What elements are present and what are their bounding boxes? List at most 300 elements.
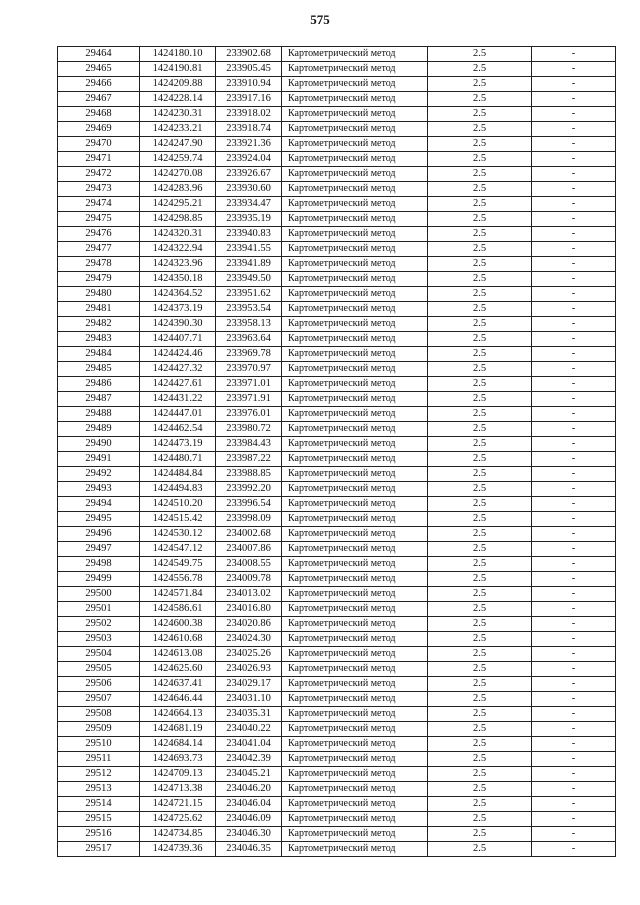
y-coordinate-cell: 234046.04 (216, 797, 282, 812)
method-cell: Картометрический метод (282, 752, 428, 767)
x-coordinate-cell: 1424180.10 (140, 47, 216, 62)
note-cell: - (532, 707, 616, 722)
point-number-cell: 29469 (58, 122, 140, 137)
y-coordinate-cell: 233971.01 (216, 377, 282, 392)
point-number-cell: 29505 (58, 662, 140, 677)
y-coordinate-cell: 234042.39 (216, 752, 282, 767)
accuracy-cell: 2.5 (428, 632, 532, 647)
note-cell: - (532, 272, 616, 287)
method-cell: Картометрический метод (282, 302, 428, 317)
x-coordinate-cell: 1424447.01 (140, 407, 216, 422)
x-coordinate-cell: 1424230.31 (140, 107, 216, 122)
method-cell: Картометрический метод (282, 272, 428, 287)
note-cell: - (532, 782, 616, 797)
point-number-cell: 29507 (58, 692, 140, 707)
accuracy-cell: 2.5 (428, 557, 532, 572)
note-cell: - (532, 47, 616, 62)
method-cell: Картометрический метод (282, 92, 428, 107)
accuracy-cell: 2.5 (428, 362, 532, 377)
x-coordinate-cell: 1424693.73 (140, 752, 216, 767)
x-coordinate-cell: 1424462.54 (140, 422, 216, 437)
accuracy-cell: 2.5 (428, 197, 532, 212)
table-row (58, 317, 616, 332)
y-coordinate-cell: 233941.55 (216, 242, 282, 257)
note-cell: - (532, 227, 616, 242)
table-row (58, 632, 616, 647)
table-row (58, 92, 616, 107)
y-coordinate-cell: 233924.04 (216, 152, 282, 167)
y-coordinate-cell: 234041.04 (216, 737, 282, 752)
method-cell: Картометрический метод (282, 527, 428, 542)
x-coordinate-cell: 1424681.19 (140, 722, 216, 737)
table-row (58, 617, 616, 632)
x-coordinate-cell: 1424484.84 (140, 467, 216, 482)
x-coordinate-cell: 1424320.31 (140, 227, 216, 242)
table-row (58, 407, 616, 422)
note-cell: - (532, 137, 616, 152)
point-number-cell: 29474 (58, 197, 140, 212)
method-cell: Картометрический метод (282, 242, 428, 257)
y-coordinate-cell: 233953.54 (216, 302, 282, 317)
table-row (58, 812, 616, 827)
accuracy-cell: 2.5 (428, 602, 532, 617)
method-cell: Картометрический метод (282, 782, 428, 797)
method-cell: Картометрический метод (282, 197, 428, 212)
method-cell: Картометрический метод (282, 392, 428, 407)
note-cell: - (532, 167, 616, 182)
note-cell: - (532, 452, 616, 467)
table-row (58, 497, 616, 512)
x-coordinate-cell: 1424431.22 (140, 392, 216, 407)
table-row (58, 737, 616, 752)
x-coordinate-cell: 1424684.14 (140, 737, 216, 752)
table-row (58, 197, 616, 212)
x-coordinate-cell: 1424586.61 (140, 602, 216, 617)
table-row (58, 62, 616, 77)
method-cell: Картометрический метод (282, 587, 428, 602)
accuracy-cell: 2.5 (428, 392, 532, 407)
table-body (58, 47, 616, 857)
method-cell: Картометрический метод (282, 467, 428, 482)
table-row (58, 647, 616, 662)
accuracy-cell: 2.5 (428, 122, 532, 137)
point-number-cell: 29475 (58, 212, 140, 227)
note-cell: - (532, 467, 616, 482)
y-coordinate-cell: 233970.97 (216, 362, 282, 377)
point-number-cell: 29479 (58, 272, 140, 287)
x-coordinate-cell: 1424725.62 (140, 812, 216, 827)
point-number-cell: 29466 (58, 77, 140, 92)
x-coordinate-cell: 1424364.52 (140, 287, 216, 302)
method-cell: Картометрический метод (282, 212, 428, 227)
point-number-cell: 29496 (58, 527, 140, 542)
table-row (58, 572, 616, 587)
accuracy-cell: 2.5 (428, 662, 532, 677)
accuracy-cell: 2.5 (428, 512, 532, 527)
table-row (58, 542, 616, 557)
y-coordinate-cell: 233988.85 (216, 467, 282, 482)
x-coordinate-cell: 1424373.19 (140, 302, 216, 317)
y-coordinate-cell: 233940.83 (216, 227, 282, 242)
note-cell: - (532, 362, 616, 377)
note-cell: - (532, 602, 616, 617)
accuracy-cell: 2.5 (428, 812, 532, 827)
accuracy-cell: 2.5 (428, 422, 532, 437)
point-number-cell: 29515 (58, 812, 140, 827)
x-coordinate-cell: 1424739.36 (140, 842, 216, 857)
method-cell: Картометрический метод (282, 617, 428, 632)
method-cell: Картометрический метод (282, 107, 428, 122)
note-cell: - (532, 647, 616, 662)
y-coordinate-cell: 233951.62 (216, 287, 282, 302)
note-cell: - (532, 287, 616, 302)
x-coordinate-cell: 1424322.94 (140, 242, 216, 257)
y-coordinate-cell: 233918.74 (216, 122, 282, 137)
x-coordinate-cell: 1424709.13 (140, 767, 216, 782)
x-coordinate-cell: 1424283.96 (140, 182, 216, 197)
accuracy-cell: 2.5 (428, 92, 532, 107)
table-row (58, 827, 616, 842)
method-cell: Картометрический метод (282, 482, 428, 497)
table-row (58, 752, 616, 767)
x-coordinate-cell: 1424547.12 (140, 542, 216, 557)
x-coordinate-cell: 1424228.14 (140, 92, 216, 107)
point-number-cell: 29468 (58, 107, 140, 122)
method-cell: Картометрический метод (282, 602, 428, 617)
y-coordinate-cell: 233930.60 (216, 182, 282, 197)
accuracy-cell: 2.5 (428, 347, 532, 362)
note-cell: - (532, 767, 616, 782)
point-number-cell: 29465 (58, 62, 140, 77)
y-coordinate-cell: 233934.47 (216, 197, 282, 212)
method-cell: Картометрический метод (282, 227, 428, 242)
y-coordinate-cell: 234046.30 (216, 827, 282, 842)
y-coordinate-cell: 234031.10 (216, 692, 282, 707)
coordinates-table (57, 46, 616, 857)
point-number-cell: 29498 (58, 557, 140, 572)
x-coordinate-cell: 1424613.08 (140, 647, 216, 662)
x-coordinate-cell: 1424625.60 (140, 662, 216, 677)
table-row (58, 167, 616, 182)
method-cell: Картометрический метод (282, 407, 428, 422)
point-number-cell: 29499 (58, 572, 140, 587)
method-cell: Картометрический метод (282, 257, 428, 272)
x-coordinate-cell: 1424424.46 (140, 347, 216, 362)
note-cell: - (532, 572, 616, 587)
method-cell: Картометрический метод (282, 812, 428, 827)
y-coordinate-cell: 233941.89 (216, 257, 282, 272)
point-number-cell: 29482 (58, 317, 140, 332)
x-coordinate-cell: 1424480.71 (140, 452, 216, 467)
y-coordinate-cell: 233902.68 (216, 47, 282, 62)
table-row (58, 227, 616, 242)
x-coordinate-cell: 1424530.12 (140, 527, 216, 542)
x-coordinate-cell: 1424510.20 (140, 497, 216, 512)
point-number-cell: 29470 (58, 137, 140, 152)
method-cell: Картометрический метод (282, 317, 428, 332)
y-coordinate-cell: 234029.17 (216, 677, 282, 692)
point-number-cell: 29489 (58, 422, 140, 437)
point-number-cell: 29516 (58, 827, 140, 842)
accuracy-cell: 2.5 (428, 677, 532, 692)
method-cell: Картометрический метод (282, 77, 428, 92)
point-number-cell: 29472 (58, 167, 140, 182)
y-coordinate-cell: 234046.20 (216, 782, 282, 797)
table-row (58, 422, 616, 437)
method-cell: Картометрический метод (282, 167, 428, 182)
x-coordinate-cell: 1424190.81 (140, 62, 216, 77)
method-cell: Картометрический метод (282, 422, 428, 437)
x-coordinate-cell: 1424571.84 (140, 587, 216, 602)
accuracy-cell: 2.5 (428, 452, 532, 467)
method-cell: Картометрический метод (282, 677, 428, 692)
table-row (58, 512, 616, 527)
table-row (58, 482, 616, 497)
table-row (58, 722, 616, 737)
point-number-cell: 29510 (58, 737, 140, 752)
point-number-cell: 29491 (58, 452, 140, 467)
x-coordinate-cell: 1424390.30 (140, 317, 216, 332)
x-coordinate-cell: 1424713.38 (140, 782, 216, 797)
accuracy-cell: 2.5 (428, 482, 532, 497)
x-coordinate-cell: 1424295.21 (140, 197, 216, 212)
table-row (58, 107, 616, 122)
method-cell: Картометрический метод (282, 437, 428, 452)
accuracy-cell: 2.5 (428, 722, 532, 737)
y-coordinate-cell: 234002.68 (216, 527, 282, 542)
method-cell: Картометрический метод (282, 557, 428, 572)
table-row (58, 272, 616, 287)
accuracy-cell: 2.5 (428, 737, 532, 752)
note-cell: - (532, 692, 616, 707)
x-coordinate-cell: 1424259.74 (140, 152, 216, 167)
x-coordinate-cell: 1424556.78 (140, 572, 216, 587)
y-coordinate-cell: 234008.55 (216, 557, 282, 572)
accuracy-cell: 2.5 (428, 107, 532, 122)
note-cell: - (532, 437, 616, 452)
y-coordinate-cell: 234016.80 (216, 602, 282, 617)
page-number: 575 (310, 12, 330, 27)
note-cell: - (532, 122, 616, 137)
y-coordinate-cell: 234020.86 (216, 617, 282, 632)
point-number-cell: 29514 (58, 797, 140, 812)
method-cell: Картометрический метод (282, 152, 428, 167)
table-row (58, 767, 616, 782)
y-coordinate-cell: 233910.94 (216, 77, 282, 92)
accuracy-cell: 2.5 (428, 497, 532, 512)
note-cell: - (532, 797, 616, 812)
table-row (58, 557, 616, 572)
x-coordinate-cell: 1424549.75 (140, 557, 216, 572)
table-row (58, 242, 616, 257)
coordinates-table-container (57, 46, 615, 857)
y-coordinate-cell: 233969.78 (216, 347, 282, 362)
y-coordinate-cell: 234040.22 (216, 722, 282, 737)
y-coordinate-cell: 234046.35 (216, 842, 282, 857)
note-cell: - (532, 347, 616, 362)
note-cell: - (532, 197, 616, 212)
accuracy-cell: 2.5 (428, 782, 532, 797)
y-coordinate-cell: 233921.36 (216, 137, 282, 152)
point-number-cell: 29517 (58, 842, 140, 857)
accuracy-cell: 2.5 (428, 182, 532, 197)
note-cell: - (532, 77, 616, 92)
point-number-cell: 29495 (58, 512, 140, 527)
x-coordinate-cell: 1424270.08 (140, 167, 216, 182)
note-cell: - (532, 632, 616, 647)
table-row (58, 182, 616, 197)
point-number-cell: 29481 (58, 302, 140, 317)
y-coordinate-cell: 234046.09 (216, 812, 282, 827)
method-cell: Картометрический метод (282, 497, 428, 512)
point-number-cell: 29508 (58, 707, 140, 722)
point-number-cell: 29509 (58, 722, 140, 737)
method-cell: Картометрический метод (282, 572, 428, 587)
table-row (58, 437, 616, 452)
accuracy-cell: 2.5 (428, 752, 532, 767)
note-cell: - (532, 752, 616, 767)
point-number-cell: 29513 (58, 782, 140, 797)
method-cell: Картометрический метод (282, 827, 428, 842)
y-coordinate-cell: 234009.78 (216, 572, 282, 587)
y-coordinate-cell: 234007.86 (216, 542, 282, 557)
accuracy-cell: 2.5 (428, 77, 532, 92)
method-cell: Картометрический метод (282, 62, 428, 77)
note-cell: - (532, 542, 616, 557)
note-cell: - (532, 842, 616, 857)
x-coordinate-cell: 1424427.32 (140, 362, 216, 377)
note-cell: - (532, 107, 616, 122)
y-coordinate-cell: 233996.54 (216, 497, 282, 512)
x-coordinate-cell: 1424600.38 (140, 617, 216, 632)
note-cell: - (532, 722, 616, 737)
x-coordinate-cell: 1424407.71 (140, 332, 216, 347)
note-cell: - (532, 377, 616, 392)
table-row (58, 152, 616, 167)
y-coordinate-cell: 233998.09 (216, 512, 282, 527)
accuracy-cell: 2.5 (428, 62, 532, 77)
table-row (58, 662, 616, 677)
table-row (58, 842, 616, 857)
point-number-cell: 29497 (58, 542, 140, 557)
point-number-cell: 29500 (58, 587, 140, 602)
method-cell: Картометрический метод (282, 122, 428, 137)
x-coordinate-cell: 1424233.21 (140, 122, 216, 137)
table-row (58, 527, 616, 542)
table-row (58, 782, 616, 797)
x-coordinate-cell: 1424721.15 (140, 797, 216, 812)
point-number-cell: 29471 (58, 152, 140, 167)
method-cell: Картометрический метод (282, 692, 428, 707)
note-cell: - (532, 497, 616, 512)
y-coordinate-cell: 233971.91 (216, 392, 282, 407)
x-coordinate-cell: 1424473.19 (140, 437, 216, 452)
point-number-cell: 29506 (58, 677, 140, 692)
point-number-cell: 29494 (58, 497, 140, 512)
table-row (58, 467, 616, 482)
accuracy-cell: 2.5 (428, 647, 532, 662)
y-coordinate-cell: 234024.30 (216, 632, 282, 647)
y-coordinate-cell: 233980.72 (216, 422, 282, 437)
method-cell: Картометрический метод (282, 452, 428, 467)
y-coordinate-cell: 234013.02 (216, 587, 282, 602)
point-number-cell: 29480 (58, 287, 140, 302)
accuracy-cell: 2.5 (428, 377, 532, 392)
x-coordinate-cell: 1424427.61 (140, 377, 216, 392)
x-coordinate-cell: 1424515.42 (140, 512, 216, 527)
point-number-cell: 29467 (58, 92, 140, 107)
method-cell: Картометрический метод (282, 647, 428, 662)
accuracy-cell: 2.5 (428, 287, 532, 302)
method-cell: Картометрический метод (282, 47, 428, 62)
x-coordinate-cell: 1424323.96 (140, 257, 216, 272)
x-coordinate-cell: 1424209.88 (140, 77, 216, 92)
note-cell: - (532, 62, 616, 77)
accuracy-cell: 2.5 (428, 797, 532, 812)
note-cell: - (532, 737, 616, 752)
point-number-cell: 29483 (58, 332, 140, 347)
point-number-cell: 29478 (58, 257, 140, 272)
note-cell: - (532, 317, 616, 332)
table-row (58, 707, 616, 722)
table-row (58, 692, 616, 707)
point-number-cell: 29487 (58, 392, 140, 407)
point-number-cell: 29477 (58, 242, 140, 257)
table-row (58, 212, 616, 227)
note-cell: - (532, 812, 616, 827)
method-cell: Картометрический метод (282, 287, 428, 302)
note-cell: - (532, 332, 616, 347)
accuracy-cell: 2.5 (428, 617, 532, 632)
y-coordinate-cell: 233949.50 (216, 272, 282, 287)
y-coordinate-cell: 233905.45 (216, 62, 282, 77)
y-coordinate-cell: 234026.93 (216, 662, 282, 677)
note-cell: - (532, 587, 616, 602)
table-row (58, 452, 616, 467)
note-cell: - (532, 212, 616, 227)
y-coordinate-cell: 234045.21 (216, 767, 282, 782)
note-cell: - (532, 527, 616, 542)
method-cell: Картометрический метод (282, 137, 428, 152)
y-coordinate-cell: 233984.43 (216, 437, 282, 452)
note-cell: - (532, 302, 616, 317)
y-coordinate-cell: 233992.20 (216, 482, 282, 497)
accuracy-cell: 2.5 (428, 152, 532, 167)
note-cell: - (532, 152, 616, 167)
method-cell: Картометрический метод (282, 542, 428, 557)
x-coordinate-cell: 1424664.13 (140, 707, 216, 722)
accuracy-cell: 2.5 (428, 212, 532, 227)
note-cell: - (532, 407, 616, 422)
point-number-cell: 29485 (58, 362, 140, 377)
method-cell: Картометрический метод (282, 347, 428, 362)
note-cell: - (532, 662, 616, 677)
accuracy-cell: 2.5 (428, 587, 532, 602)
method-cell: Картометрический метод (282, 722, 428, 737)
method-cell: Картометрический метод (282, 797, 428, 812)
accuracy-cell: 2.5 (428, 257, 532, 272)
y-coordinate-cell: 233935.19 (216, 212, 282, 227)
point-number-cell: 29488 (58, 407, 140, 422)
accuracy-cell: 2.5 (428, 692, 532, 707)
accuracy-cell: 2.5 (428, 827, 532, 842)
accuracy-cell: 2.5 (428, 137, 532, 152)
x-coordinate-cell: 1424646.44 (140, 692, 216, 707)
table-row (58, 797, 616, 812)
table-row (58, 392, 616, 407)
accuracy-cell: 2.5 (428, 527, 532, 542)
method-cell: Картометрический метод (282, 182, 428, 197)
